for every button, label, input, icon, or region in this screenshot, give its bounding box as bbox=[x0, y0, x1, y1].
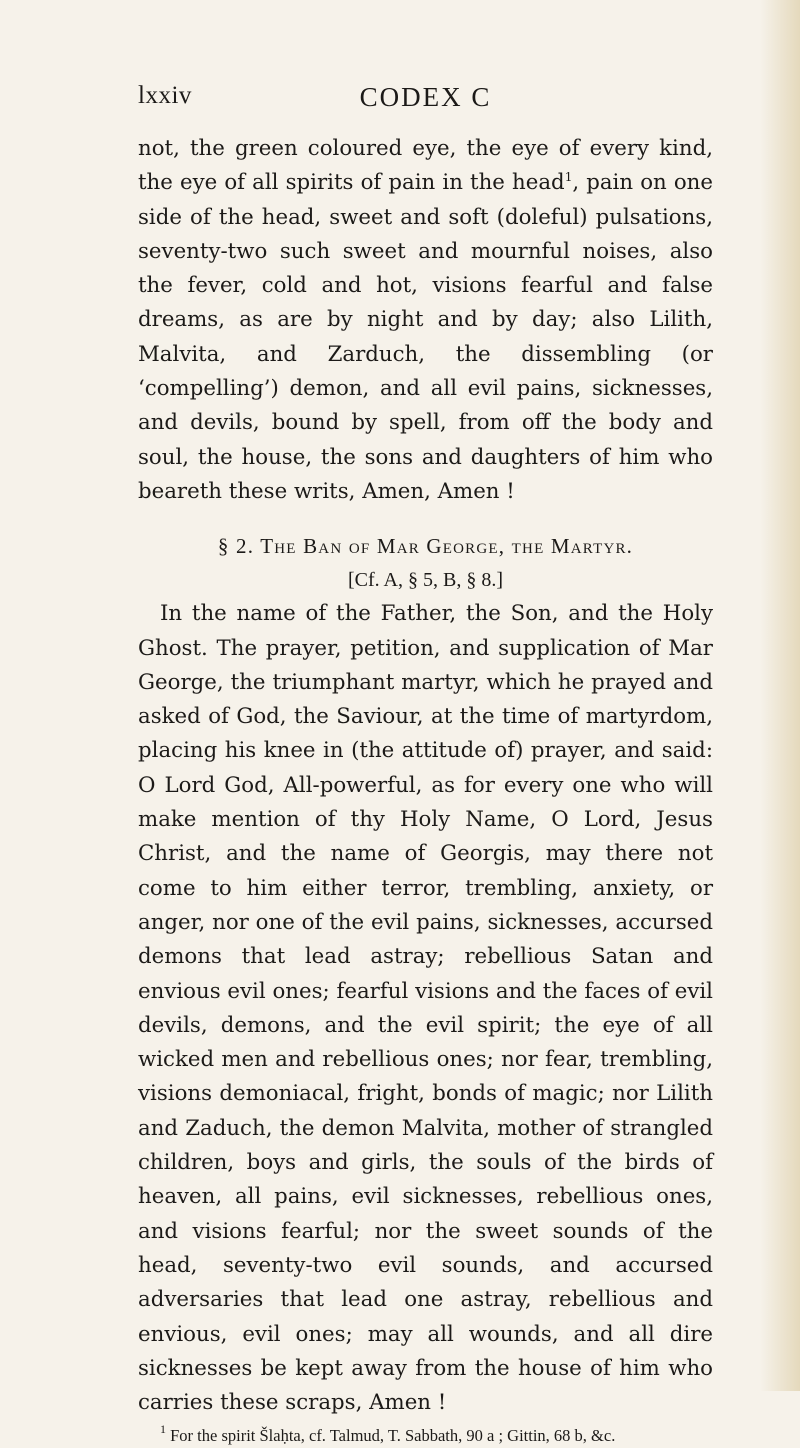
footnote-reference: 1 bbox=[564, 170, 573, 185]
page-number: lxxiv bbox=[138, 82, 192, 109]
paragraph-continued bbox=[138, 132, 713, 509]
running-head bbox=[138, 72, 713, 112]
footnote bbox=[138, 1424, 713, 1448]
section-heading: § 2. The Ban of Mar George, the Martyr. bbox=[217, 534, 634, 559]
section-cross-reference: [Cf. A, § 5, B, § 8.] bbox=[348, 569, 503, 592]
main-text bbox=[138, 132, 713, 1420]
paragraph-text-continued: , pain on one side of the head, sweet and soft (doleful) pulsations, seventy-two such sweet and mournful noises, also the fever, cold and hot, visions fearful and false dreams, as are by night and by day; also Lilith, Malvita, and Zarduch, the dissembling (or ‘compelling’) demon, and all evil pains, sicknesses, and devils, bound by spell, from off the body and soul, the house, the sons and daughters of him who beareth these writs, Amen, Amen ! bbox=[138, 170, 713, 504]
book-page bbox=[138, 72, 713, 1448]
paragraph-text: not, the green coloured eye, the eye of every kind, the eye of all spirits of pain in the head bbox=[138, 136, 713, 196]
page-edge-shadow bbox=[760, 0, 800, 1391]
footnote-text: For the spirit Šlaḥta, cf. Talmud, T. Sabbath, 90 a ; Gittin, 68 b, &c. bbox=[170, 1426, 616, 1446]
running-title: CODEX C bbox=[359, 82, 492, 112]
footnote-mark: 1 bbox=[160, 1422, 166, 1437]
paragraph-prayer: In the name of the Father, the Son, and the Holy Ghost. The prayer, petition, and supplication of Mar George, the triumphant martyr, which he prayed and asked of God, the Saviour, at the time of martyrdom, placing his knee in (the attitude of) prayer, and said: O Lord God, All-powerful, as for every one who will make mention of thy Holy Name, O Lord, Jesus Christ, and the name of Georgis, may there not come to him either terror, trembling, anxiety, or anger, nor one of the evil pains, sicknesses, accursed demons that lead astray; rebellious Satan and envious evil ones; fearful visions and the faces of evil devils, demons, and the evil spirit; the eye of all wicked men and rebellious ones; nor fear, trembling, visions demoniacal, fright, bonds of magic; nor Lilith and Zaduch, the demon Malvita, mother of strangled children, boys and girls, the souls of the birds of heaven, all pains, evil sicknesses, rebellious ones, and visions fearful; nor the sweet sounds of the head, seventy-two evil sounds, and accursed adversaries that lead one astray, rebellious and envious, evil ones; may all wounds, and all dire sicknesses be kept away from the house of him who carries these scraps, Amen ! bbox=[138, 601, 713, 1416]
